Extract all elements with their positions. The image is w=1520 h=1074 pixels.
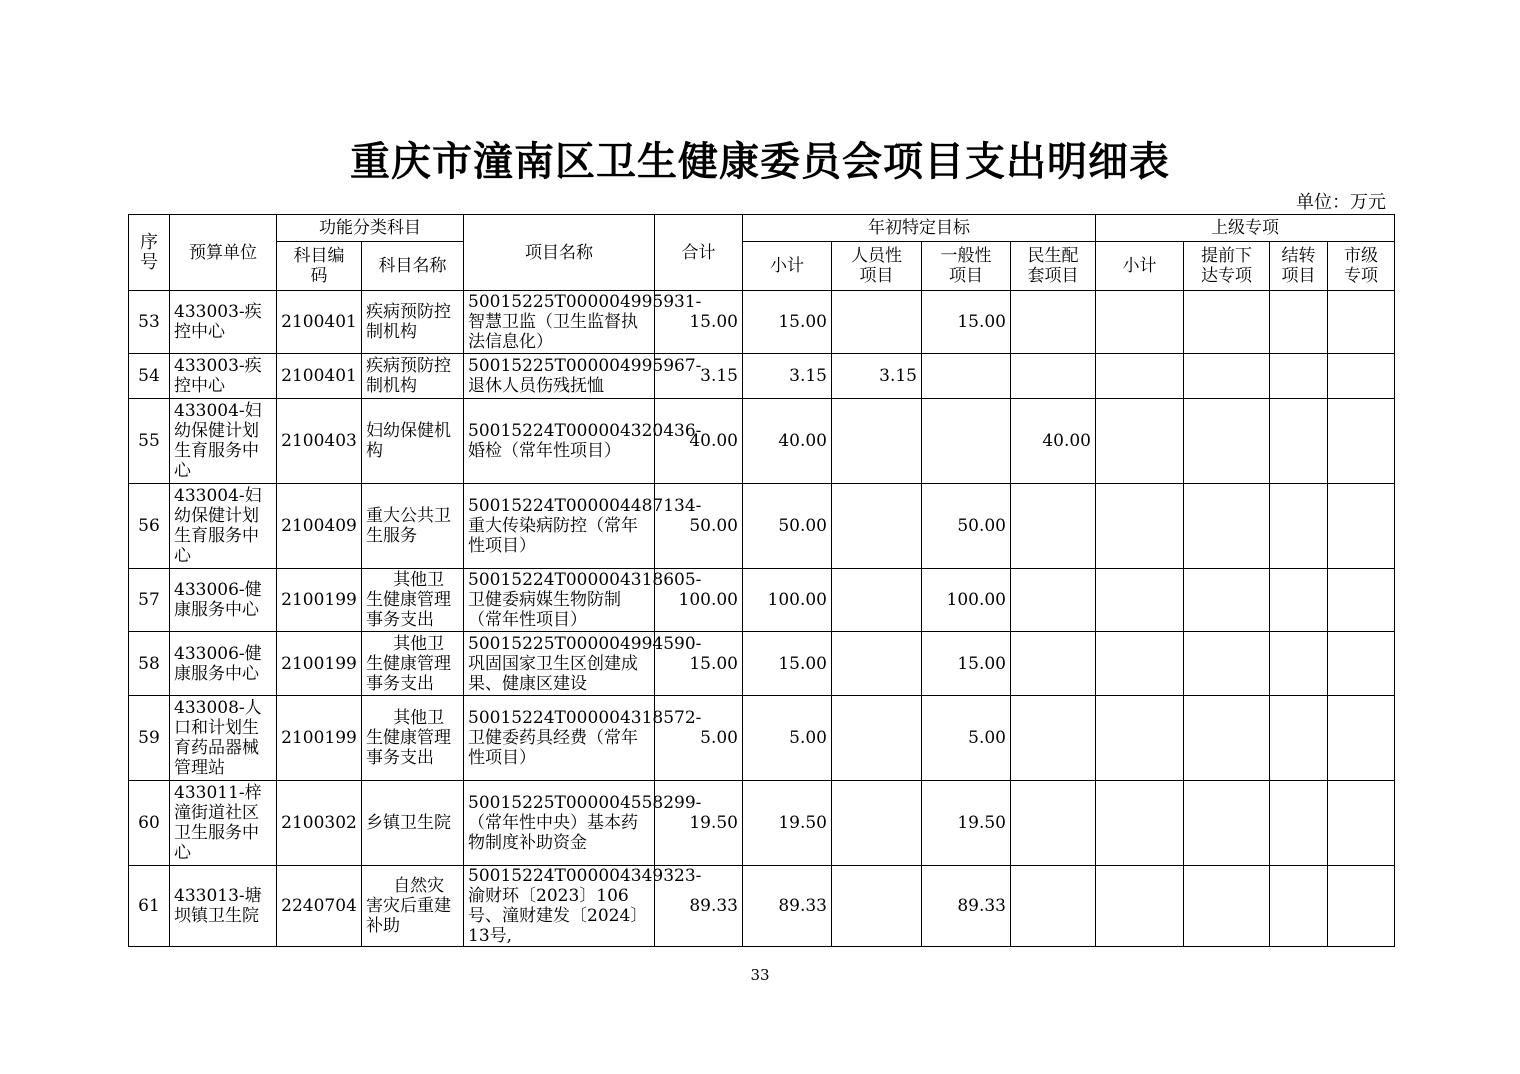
row-subject-name: 疾病预防控制机构 (362, 354, 464, 399)
row-subtotal: 5.00 (743, 696, 832, 781)
header-advance: 提前下达专项 (1184, 242, 1270, 291)
header-livelihood: 民生配套项目 (1011, 242, 1096, 291)
row-subject-name: 其他卫生健康管理事务支出 (362, 569, 464, 632)
row-livelihood: 40.00 (1011, 399, 1096, 484)
row-subtotal: 89.33 (743, 866, 832, 947)
row-subtotal: 40.00 (743, 399, 832, 484)
row-general: 5.00 (922, 696, 1011, 781)
row-subject-code: 2100403 (277, 399, 362, 484)
row-budget-unit: 433004-妇幼保健计划生育服务中心 (170, 484, 277, 569)
row-total: 50.00 (655, 484, 743, 569)
row-personnel (832, 399, 922, 484)
header-carryover: 结转项目 (1270, 242, 1328, 291)
row-personnel: 3.15 (832, 354, 922, 399)
row-advance (1184, 354, 1270, 399)
row-municipal (1328, 354, 1395, 399)
row-general: 15.00 (922, 632, 1011, 696)
row-personnel (832, 291, 922, 354)
row-advance (1184, 781, 1270, 866)
row-superior-subtotal (1096, 399, 1184, 484)
row-personnel (832, 569, 922, 632)
row-subtotal: 15.00 (743, 291, 832, 354)
header-subject-name: 科目名称 (362, 242, 464, 291)
header-budget-unit: 预算单位 (170, 215, 277, 291)
row-municipal (1328, 569, 1395, 632)
row-livelihood (1011, 781, 1096, 866)
row-general (922, 399, 1011, 484)
row-budget-unit: 433003-疾控中心 (170, 354, 277, 399)
row-budget-unit: 433011-梓潼街道社区卫生服务中心 (170, 781, 277, 866)
header-municipal: 市级专项 (1328, 242, 1395, 291)
row-subject-name: 重大公共卫生服务 (362, 484, 464, 569)
row-budget-unit: 433004-妇幼保健计划生育服务中心 (170, 399, 277, 484)
row-subject-code: 2100199 (277, 569, 362, 632)
row-total: 89.33 (655, 866, 743, 947)
row-subject-code: 2100199 (277, 696, 362, 781)
table-row (129, 399, 1395, 484)
project-expenditure-table (128, 214, 1395, 947)
row-superior-subtotal (1096, 569, 1184, 632)
row-livelihood (1011, 569, 1096, 632)
row-livelihood (1011, 696, 1096, 781)
row-livelihood (1011, 484, 1096, 569)
unit-label: 单位：万元 (1296, 192, 1386, 213)
row-general: 19.50 (922, 781, 1011, 866)
row-budget-unit: 433008-人口和计划生育药品器械管理站 (170, 696, 277, 781)
row-carryover (1270, 781, 1328, 866)
header-superior: 上级专项 (1096, 215, 1395, 242)
row-municipal (1328, 291, 1395, 354)
row-subject-name: 乡镇卫生院 (362, 781, 464, 866)
row-subject-name: 自然灾害灾后重建补助 (362, 866, 464, 947)
row-subtotal: 3.15 (743, 354, 832, 399)
row-municipal (1328, 632, 1395, 696)
row-advance (1184, 632, 1270, 696)
row-carryover (1270, 354, 1328, 399)
row-subject-code: 2100401 (277, 354, 362, 399)
row-municipal (1328, 399, 1395, 484)
table-row (129, 781, 1395, 866)
row-subject-code: 2100401 (277, 291, 362, 354)
row-seq: 53 (129, 291, 170, 354)
row-advance (1184, 569, 1270, 632)
row-budget-unit: 433006-健康服务中心 (170, 632, 277, 696)
header-general: 一般性项目 (922, 242, 1011, 291)
row-subtotal: 19.50 (743, 781, 832, 866)
row-subtotal: 100.00 (743, 569, 832, 632)
row-subject-name: 其他卫生健康管理事务支出 (362, 632, 464, 696)
header-total: 合计 (655, 215, 743, 291)
table-row (129, 291, 1395, 354)
row-carryover (1270, 866, 1328, 947)
row-municipal (1328, 781, 1395, 866)
row-superior-subtotal (1096, 781, 1184, 866)
row-project-name: 50015225T000004994590-巩固国家卫生区创建成果、健康区建设 (464, 632, 655, 696)
row-total: 15.00 (655, 632, 743, 696)
row-livelihood (1011, 291, 1096, 354)
row-general (922, 354, 1011, 399)
page-title: 重庆市潼南区卫生健康委员会项目支出明细表 (350, 139, 1170, 185)
row-personnel (832, 484, 922, 569)
row-advance (1184, 696, 1270, 781)
table-row (129, 484, 1395, 569)
row-municipal (1328, 696, 1395, 781)
row-advance (1184, 291, 1270, 354)
row-subject-name: 妇幼保健机构 (362, 399, 464, 484)
row-subject-name: 疾病预防控制机构 (362, 291, 464, 354)
row-project-name: 50015224T000004320436-婚检（常年性项目） (464, 399, 655, 484)
row-total: 40.00 (655, 399, 743, 484)
row-personnel (832, 781, 922, 866)
row-personnel (832, 696, 922, 781)
table-row (129, 354, 1395, 399)
table-row (129, 632, 1395, 696)
header-func-class: 功能分类科目 (277, 215, 464, 242)
row-general: 89.33 (922, 866, 1011, 947)
row-carryover (1270, 291, 1328, 354)
row-project-name: 50015225T000004995931-智慧卫监（卫生监督执法信息化） (464, 291, 655, 354)
row-subject-name: 其他卫生健康管理事务支出 (362, 696, 464, 781)
row-carryover (1270, 484, 1328, 569)
header-personnel: 人员性项目 (832, 242, 922, 291)
row-personnel (832, 632, 922, 696)
row-general: 50.00 (922, 484, 1011, 569)
row-livelihood (1011, 866, 1096, 947)
row-subject-code: 2240704 (277, 866, 362, 947)
row-subject-code: 2100199 (277, 632, 362, 696)
row-seq: 60 (129, 781, 170, 866)
row-municipal (1328, 866, 1395, 947)
row-superior-subtotal (1096, 632, 1184, 696)
row-budget-unit: 433006-健康服务中心 (170, 569, 277, 632)
row-carryover (1270, 696, 1328, 781)
row-total: 19.50 (655, 781, 743, 866)
page-number: 33 (750, 966, 770, 984)
row-personnel (832, 866, 922, 947)
row-carryover (1270, 632, 1328, 696)
header-project-name: 项目名称 (464, 215, 655, 291)
row-total: 3.15 (655, 354, 743, 399)
row-seq: 57 (129, 569, 170, 632)
row-subtotal: 50.00 (743, 484, 832, 569)
row-advance (1184, 484, 1270, 569)
row-seq: 55 (129, 399, 170, 484)
row-livelihood (1011, 354, 1096, 399)
row-advance (1184, 866, 1270, 947)
row-seq: 61 (129, 866, 170, 947)
header-subtotal: 小计 (743, 242, 832, 291)
row-total: 100.00 (655, 569, 743, 632)
row-carryover (1270, 399, 1328, 484)
row-general: 15.00 (922, 291, 1011, 354)
row-budget-unit: 433003-疾控中心 (170, 291, 277, 354)
row-project-name: 50015225T000004995967-退休人员伤残抚恤 (464, 354, 655, 399)
row-superior-subtotal (1096, 696, 1184, 781)
header-annual-target: 年初特定目标 (743, 215, 1096, 242)
row-carryover (1270, 569, 1328, 632)
row-project-name: 50015224T000004318605-卫健委病媒生物防制（常年性项目） (464, 569, 655, 632)
row-total: 5.00 (655, 696, 743, 781)
row-project-name: 50015224T000004487134-重大传染病防控（常年性项目） (464, 484, 655, 569)
row-advance (1184, 399, 1270, 484)
row-subject-code: 2100409 (277, 484, 362, 569)
row-seq: 54 (129, 354, 170, 399)
row-seq: 59 (129, 696, 170, 781)
row-budget-unit: 433013-塘坝镇卫生院 (170, 866, 277, 947)
row-seq: 56 (129, 484, 170, 569)
row-superior-subtotal (1096, 866, 1184, 947)
table-row (129, 569, 1395, 632)
row-subtotal: 15.00 (743, 632, 832, 696)
table-row (129, 866, 1395, 947)
row-superior-subtotal (1096, 484, 1184, 569)
row-seq: 58 (129, 632, 170, 696)
row-project-name: 50015224T000004318572-卫健委药具经费（常年性项目） (464, 696, 655, 781)
header-subject-code: 科目编码 (277, 242, 362, 291)
row-subject-code: 2100302 (277, 781, 362, 866)
row-project-name: 50015224T000004349323-渝财环〔2023〕106号、潼财建发〔2024〕13号, (464, 866, 655, 947)
header-superior-subtotal: 小计 (1096, 242, 1184, 291)
row-general: 100.00 (922, 569, 1011, 632)
row-total: 15.00 (655, 291, 743, 354)
row-project-name: 50015225T000004558299-（常年性中央）基本药物制度补助资金 (464, 781, 655, 866)
row-livelihood (1011, 632, 1096, 696)
table-row (129, 696, 1395, 781)
row-municipal (1328, 484, 1395, 569)
header-seq: 序号 (129, 215, 170, 291)
row-superior-subtotal (1096, 291, 1184, 354)
row-superior-subtotal (1096, 354, 1184, 399)
